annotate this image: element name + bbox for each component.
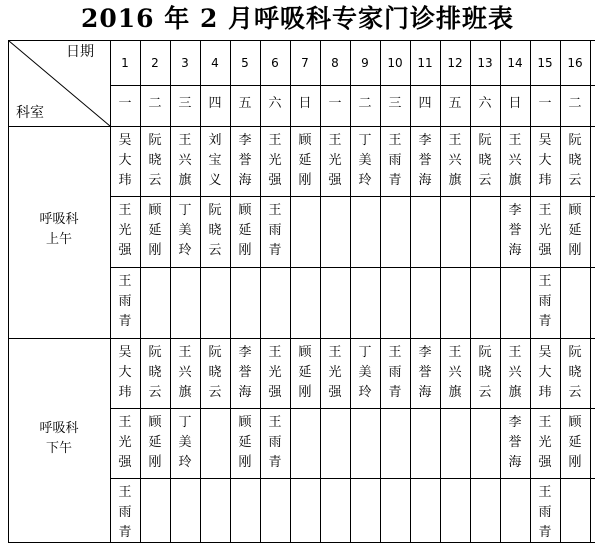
doctor-name: 王 兴 旗 xyxy=(508,345,522,400)
grid-vline xyxy=(380,40,381,543)
doctor-name: 王 兴 旗 xyxy=(448,345,462,400)
weekday-label: 一 xyxy=(538,96,552,111)
doctor-name: 王 兴 旗 xyxy=(178,133,192,188)
doctor-name: 阮 晓 云 xyxy=(208,203,222,258)
day-number: 12 xyxy=(447,56,463,70)
doctor-name: 吴 大 玮 xyxy=(118,345,132,400)
weekday-label: 一 xyxy=(328,96,342,111)
day-number: 3 xyxy=(181,56,189,70)
grid-vline xyxy=(470,40,471,543)
doctor-name: 王 光 强 xyxy=(268,133,282,188)
doctor-name: 丁 美 玲 xyxy=(178,415,192,470)
weekday-label: 四 xyxy=(418,96,432,111)
grid-vline xyxy=(590,40,591,543)
grid-hline xyxy=(110,85,595,86)
header-diagonal-line xyxy=(8,40,110,126)
day-number: 6 xyxy=(271,56,279,70)
doctor-name: 王 光 强 xyxy=(268,345,282,400)
grid-vline xyxy=(350,40,351,543)
doctor-name: 吴 大 玮 xyxy=(538,345,552,400)
doctor-name: 王 兴 旗 xyxy=(178,345,192,400)
doctor-name: 王 雨 青 xyxy=(538,274,552,329)
grid-vline xyxy=(200,40,201,543)
dept-header-label: 科室 xyxy=(16,105,44,121)
grid-hline xyxy=(110,267,595,268)
doctor-name: 李 誉 海 xyxy=(508,415,522,470)
day-number: 5 xyxy=(241,56,249,70)
doctor-name: 顾 延 刚 xyxy=(148,415,162,470)
weekday-label: 三 xyxy=(388,96,402,111)
day-number: 16 xyxy=(567,56,583,70)
doctor-name: 阮 晓 云 xyxy=(568,133,582,188)
doctor-name: 李 誉 海 xyxy=(238,133,252,188)
weekday-label: 五 xyxy=(448,96,462,111)
doctor-name: 阮 晓 云 xyxy=(568,345,582,400)
grid-vline xyxy=(440,40,441,543)
day-number: 13 xyxy=(477,56,493,70)
weekday-label: 四 xyxy=(208,96,222,111)
day-number: 7 xyxy=(301,56,309,70)
doctor-name: 王 雨 青 xyxy=(118,274,132,329)
doctor-name: 王 光 强 xyxy=(328,133,342,188)
day-number: 8 xyxy=(331,56,339,70)
weekday-label: 二 xyxy=(148,96,162,111)
day-number: 1 xyxy=(121,56,129,70)
doctor-name: 李 誉 海 xyxy=(508,203,522,258)
doctor-name: 王 光 强 xyxy=(328,345,342,400)
doctor-name: 王 光 强 xyxy=(538,203,552,258)
day-number: 10 xyxy=(387,56,403,70)
day-number: 9 xyxy=(361,56,369,70)
doctor-name: 顾 延 刚 xyxy=(238,415,252,470)
doctor-name: 顾 延 刚 xyxy=(298,345,312,400)
doctor-name: 李 誉 海 xyxy=(238,345,252,400)
day-number: 11 xyxy=(417,56,433,70)
doctor-name: 阮 晓 云 xyxy=(478,345,492,400)
grid-hline xyxy=(110,196,595,197)
dept-name: 呼吸科 xyxy=(39,212,79,227)
day-number: 15 xyxy=(537,56,553,70)
doctor-name: 李 誉 海 xyxy=(418,345,432,400)
doctor-name: 王 兴 旗 xyxy=(508,133,522,188)
doctor-name: 王 光 强 xyxy=(538,415,552,470)
doctor-name: 王 雨 青 xyxy=(388,133,402,188)
doctor-name: 吴 大 玮 xyxy=(118,133,132,188)
doctor-name: 顾 延 刚 xyxy=(568,203,582,258)
doctor-name: 顾 延 刚 xyxy=(568,415,582,470)
weekday-label: 五 xyxy=(238,96,252,111)
weekday-label: 日 xyxy=(298,96,312,111)
doctor-name: 王 雨 青 xyxy=(388,345,402,400)
dept-shift: 上午 xyxy=(45,232,72,247)
grid-hline xyxy=(110,408,595,409)
day-number: 4 xyxy=(211,56,219,70)
doctor-name: 丁 美 玲 xyxy=(358,133,372,188)
doctor-name: 顾 延 刚 xyxy=(298,133,312,188)
dept-shift: 下午 xyxy=(45,440,72,456)
grid-vline xyxy=(410,40,411,543)
day-number: 2 xyxy=(151,56,159,70)
schedule-table xyxy=(8,40,595,543)
weekday-label: 二 xyxy=(568,96,582,111)
doctor-name: 王 光 强 xyxy=(118,203,132,258)
doctor-name: 王 雨 青 xyxy=(268,203,282,258)
doctor-name: 阮 晓 云 xyxy=(148,345,162,400)
doctor-name: 王 光 强 xyxy=(118,415,132,470)
doctor-name: 王 雨 青 xyxy=(538,485,552,540)
doctor-name: 王 雨 青 xyxy=(268,415,282,470)
grid-hline xyxy=(110,478,595,479)
date-header-label: 日期 xyxy=(66,44,94,60)
weekday-label: 三 xyxy=(178,96,192,111)
doctor-name: 阮 晓 云 xyxy=(208,345,222,400)
grid-hline xyxy=(8,338,595,339)
weekday-label: 二 xyxy=(358,96,372,111)
doctor-name: 王 兴 旗 xyxy=(448,133,462,188)
doctor-name: 阮 晓 云 xyxy=(148,133,162,188)
day-number: 14 xyxy=(507,56,523,70)
doctor-name: 丁 美 玲 xyxy=(178,203,192,258)
doctor-name: 丁 美 玲 xyxy=(358,345,372,400)
page-title: 2016 年 2 月呼吸科专家门诊排班表 xyxy=(80,4,515,33)
doctor-name: 阮 晓 云 xyxy=(478,133,492,188)
doctor-name: 刘 宝 义 xyxy=(208,133,222,188)
grid-hline xyxy=(8,40,595,41)
doctor-name: 王 雨 青 xyxy=(118,485,132,540)
grid-vline xyxy=(290,40,291,543)
weekday-label: 一 xyxy=(118,96,132,111)
grid-vline xyxy=(320,40,321,543)
grid-hline xyxy=(8,126,595,127)
doctor-name: 顾 延 刚 xyxy=(238,203,252,258)
doctor-name: 吴 大 玮 xyxy=(538,133,552,188)
doctor-name: 李 誉 海 xyxy=(418,133,432,188)
grid-vline xyxy=(8,40,9,543)
weekday-label: 日 xyxy=(508,96,522,111)
doctor-name: 顾 延 刚 xyxy=(148,203,162,258)
weekday-label: 六 xyxy=(268,96,282,111)
dept-name: 呼吸科 xyxy=(39,420,79,436)
weekday-label: 六 xyxy=(478,96,492,111)
